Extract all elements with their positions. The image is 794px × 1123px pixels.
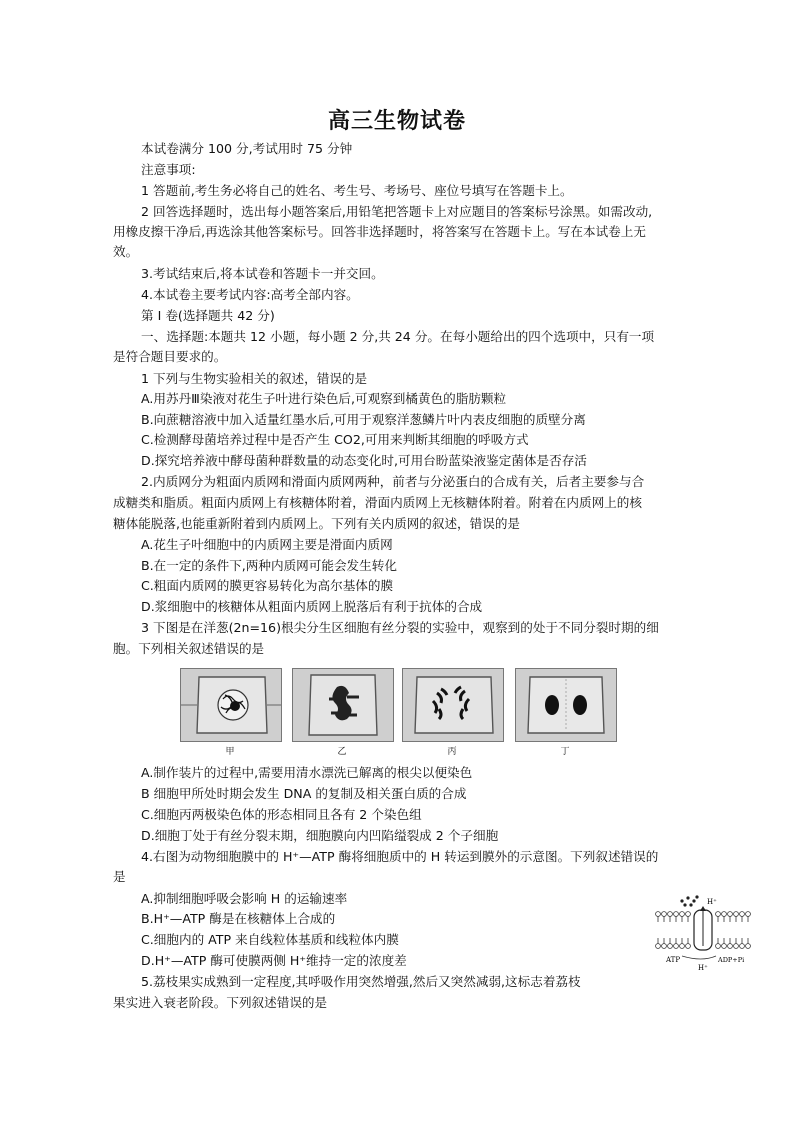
lipid-head [656, 912, 661, 917]
notice-heading: 注意事项: [141, 162, 196, 177]
lipid-head [662, 912, 667, 917]
lipid-head [668, 944, 673, 949]
lipid-head [740, 912, 745, 917]
atp-label: ATP [666, 956, 681, 964]
h-ion-top-label: H⁺ [707, 898, 717, 906]
lipid-head [746, 912, 751, 917]
lipid-head [734, 912, 739, 917]
question-1-option-d: D.探究培养液中酵母菌种群数量的动态变化时,可用台盼蓝染液鉴定菌体是否存活 [141, 453, 587, 468]
lipid-head [716, 944, 721, 949]
question-4-option-d: D.H⁺—ATP 酶可使膜两侧 H⁺维持一定的浓度差 [141, 953, 407, 968]
anaphase-cell-image [403, 669, 503, 741]
lipid-head [722, 912, 727, 917]
question-4-option-a: A.抑制细胞呼吸会影响 H 的运输速率 [141, 891, 348, 906]
question-3-option-a: A.制作装片的过程中,需要用清水漂洗已解离的根尖以便染色 [141, 765, 473, 780]
question-4-stem-end: 是 [113, 869, 126, 884]
question-1-option-a: A.用苏丹Ⅲ染液对花生子叶进行染色后,可观察到橘黄色的脂肪颗粒 [141, 391, 507, 406]
transport-arrow-head [700, 906, 706, 911]
question-4-option-c: C.细胞内的 ATP 来自线粒体基质和线粒体内膜 [141, 932, 399, 947]
notice-2-cont: 用橡皮擦干净后,再选涂其他答案标号。回答非选择题时，将答案写在答题卡上。写在本试卷上无 [113, 224, 646, 239]
exam-info: 本试卷满分 100 分,考试用时 75 分钟 [141, 141, 353, 156]
atp-hydrolysis-arc [682, 956, 716, 959]
adp-pi-label: ADP+Pi [718, 956, 745, 964]
lipid-head [734, 944, 739, 949]
metaphase-cell-image [293, 669, 393, 741]
lipid-head [656, 944, 661, 949]
section-instructions-cont: 是符合题目要求的。 [113, 349, 227, 364]
question-2-option-b: B.在一定的条件下,两种内质网可能会发生转化 [141, 558, 397, 573]
question-1-stem: 1 下列与生物实验相关的叙述，错误的是 [141, 371, 368, 386]
question-2-stem: 2.内质网分为粗面内质网和滑面内质网两种，前者与分泌蛋白的合成有关，后者主要参与合 [141, 474, 645, 489]
lipid-head [686, 944, 691, 949]
figure-label-yi: 乙 [337, 747, 347, 757]
lipid-head [686, 912, 691, 917]
question-5-stem: 5.荔枝果实成熟到一定程度,其呼吸作用突然增强,然后又突然减弱,这标志着荔枝 [141, 974, 581, 989]
question-2-stem-cont: 成糖类和脂质。粗面内质网上有核糖体附着，滑面内质网上无核糖体附着。附着在内质网上的核 [113, 495, 642, 510]
question-3-stem: 3 下图是在洋葱(2n=16)根尖分生区细胞有丝分裂的实验中，观察到的处于不同分裂时期的细 [141, 620, 659, 635]
figure-label-bing: 丙 [447, 747, 457, 757]
question-4-option-b: B.H⁺—ATP 酶是在核糖体上合成的 [141, 911, 336, 926]
question-1-option-b: B.向蔗糖溶液中加入适量红墨水后,可用于观察洋葱鳞片叶内表皮细胞的质壁分离 [141, 412, 586, 427]
mitosis-figure [180, 668, 615, 758]
lipid-head [680, 944, 685, 949]
cell-panel-bing [402, 668, 504, 742]
lipid-head [662, 944, 667, 949]
question-3-option-d: D.细胞丁处于有丝分裂末期，细胞膜向内凹陷缢裂成 2 个子细胞 [141, 828, 499, 843]
question-2-option-d: D.浆细胞中的核糖体从粗面内质网上脱落后有利于抗体的合成 [141, 599, 483, 614]
notice-2-end: 效。 [113, 244, 139, 259]
lipid-head [674, 944, 679, 949]
lipid-head [746, 944, 751, 949]
cell-panel-jia [180, 668, 282, 742]
telophase-cell-image [516, 669, 616, 741]
h-ion-bottom-label: H⁺ [698, 964, 708, 972]
notice-3: 3.考试结束后,将本试卷和答题卡一并交回。 [141, 266, 384, 281]
question-3-option-b: B 细胞甲所处时期会发生 DNA 的复制及相关蛋白质的合成 [141, 786, 467, 801]
notice-1: 1 答题前,考生务必将自己的姓名、考生号、考场号、座位号填写在答题卡上。 [141, 183, 573, 198]
cell-panel-yi [292, 668, 394, 742]
question-2-option-a: A.花生子叶细胞中的内质网主要是滑面内质网 [141, 537, 393, 552]
notice-2: 2 回答选择题时，选出每小题答案后,用铅笔把答题卡上对应题目的答案标号涂黑。如需改动, [141, 204, 653, 219]
question-3-option-c: C.细胞丙两极染色体的形态相同且各有 2 个染色组 [141, 807, 422, 822]
section-instructions: 一、选择题:本题共 12 小题，每小题 2 分,共 24 分。在每小题给出的四个选项中，只有一项 [141, 329, 655, 344]
lipid-head [668, 912, 673, 917]
figure-label-jia: 甲 [225, 747, 235, 757]
lipid-head [680, 912, 685, 917]
proton-dots [680, 895, 698, 906]
lipid-head [722, 944, 727, 949]
question-5-stem-end: 果实进入衰老阶段。下列叙述错误的是 [113, 995, 328, 1010]
question-3-stem-end: 胞。下列相关叙述错误的是 [113, 641, 265, 656]
lipid-head [674, 912, 679, 917]
lipid-head [716, 912, 721, 917]
lipid-head [740, 944, 745, 949]
h-atpase-membrane-diagram [652, 892, 752, 974]
lipid-head [728, 912, 733, 917]
question-2-option-c: C.粗面内质网的膜更容易转化为高尔基体的膜 [141, 578, 394, 593]
question-2-stem-end: 糖体能脱落,也能重新附着到内质网上。下列有关内质网的叙述，错误的是 [113, 516, 521, 531]
figure-label-ding: 丁 [560, 747, 570, 757]
cell-panel-ding [515, 668, 617, 742]
question-4-stem: 4.右图为动物细胞膜中的 H⁺—ATP 酶将细胞质中的 H 转运到膜外的示意图。下列叙述错误的 [141, 849, 659, 864]
section-heading: 第 I 卷(选择题共 42 分) [141, 308, 275, 323]
notice-4: 4.本试卷主要考试内容:高考全部内容。 [141, 287, 359, 302]
lipid-head [728, 944, 733, 949]
prophase-cell-image [181, 669, 281, 741]
page-title: 高三生物试卷 [327, 108, 466, 134]
question-1-option-c: C.检测酵母菌培养过程中是否产生 CO2,可用来判断其细胞的呼吸方式 [141, 432, 529, 447]
